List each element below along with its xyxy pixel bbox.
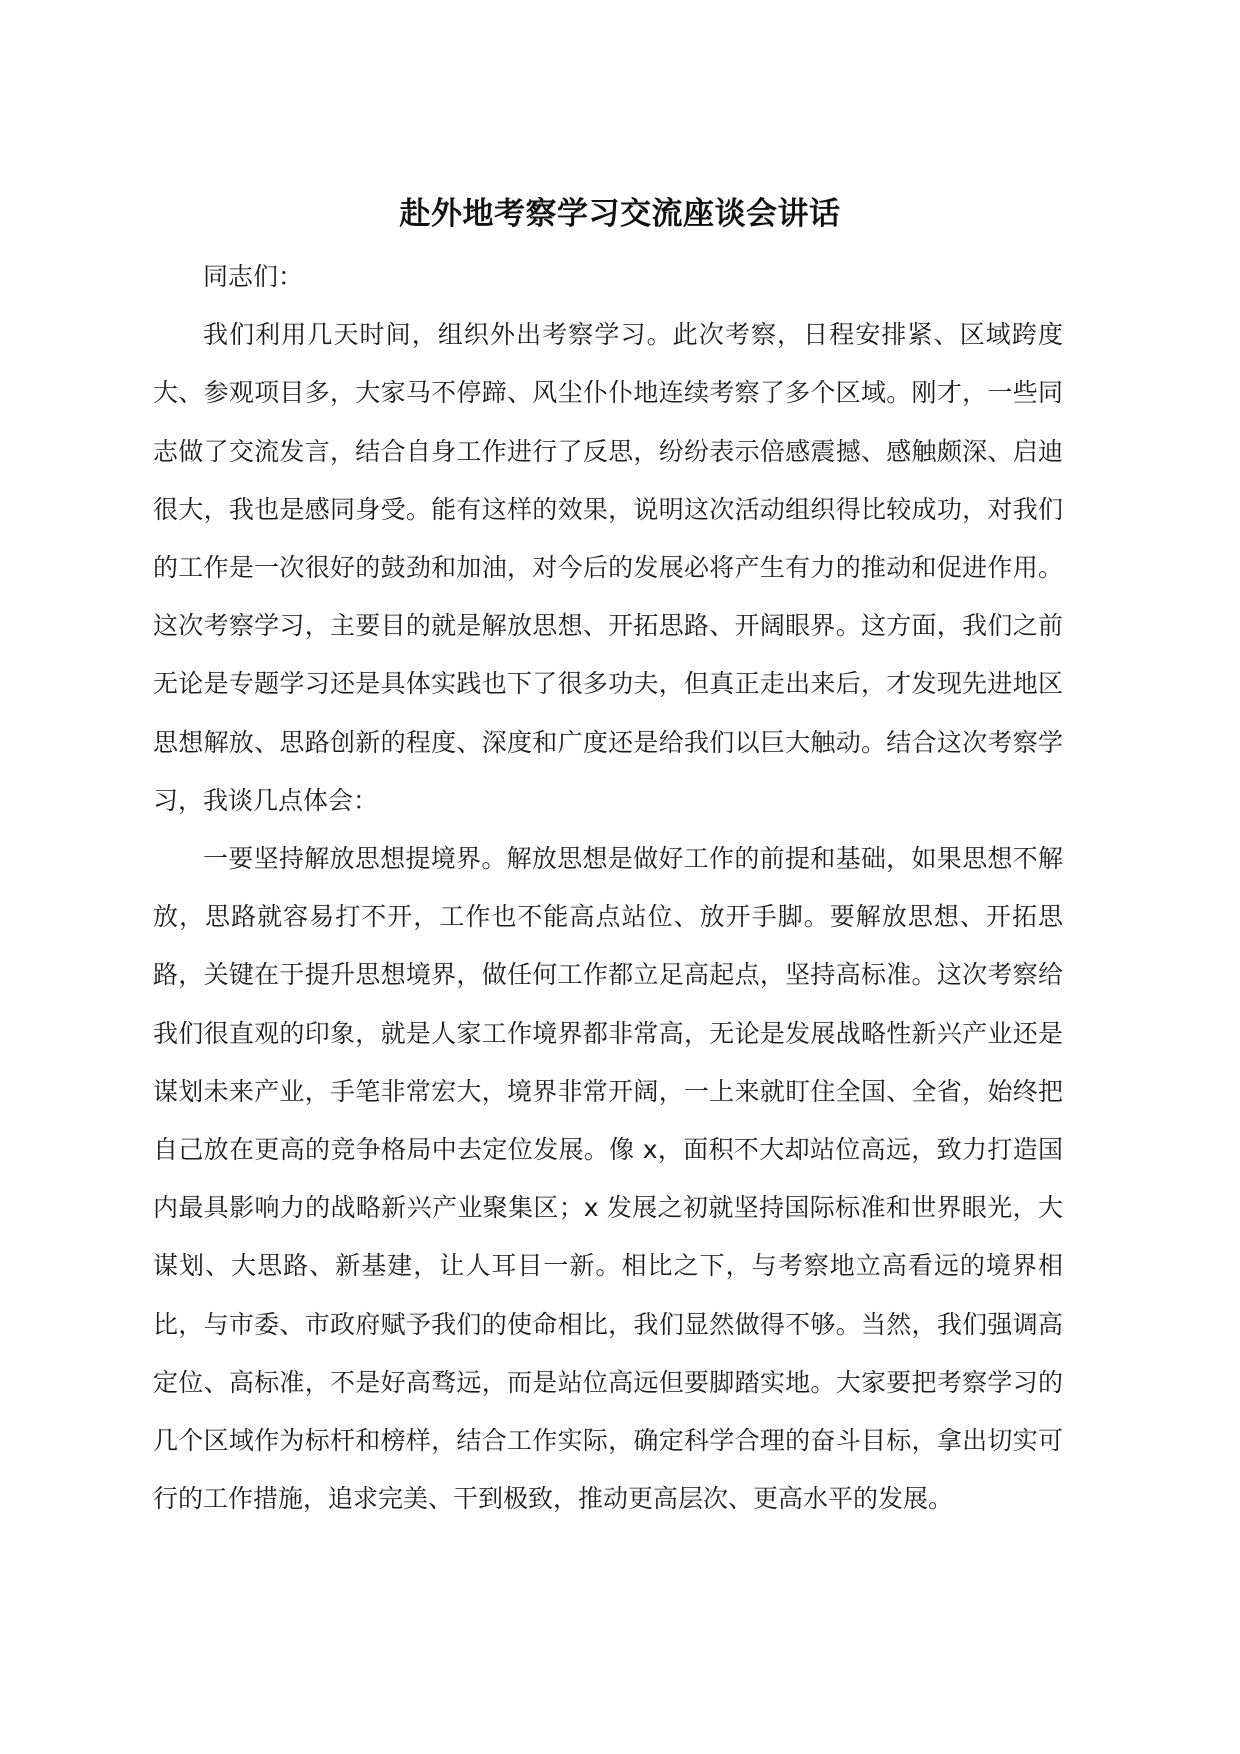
document-body [153,248,1063,1528]
point-one-paragraph: 一要坚持解放思想提境界。解放思想是做好工作的前提和基础，如果思想不解放，思路就容易打不开，工作也不能高点站位、放开手脚。要解放思想、开拓思路，关键在于提升思想境界，做任何工作都立足高起点，坚持高标准。这次考察给我们很直观的印象，就是人家工作境界都非常高，无论是发展战略性新兴产业还是谋划未来产业，手笔非常宏大，境界非常开阔，一上来就盯住全国、全省，始终把自己放在更高的竞争格局中去定位发展。像 x，面积不大却站位高远，致力打造国内最具影响力的战略新兴产业聚集区；x 发展之初就坚持国际标准和世界眼光，大谋划、大思路、新基建，让人耳目一新。相比之下，与考察地立高看远的境界相比，与市委、市政府赋予我们的使命相比，我们显然做得不够。当然，我们强调高定位、高标准，不是好高骛远，而是站位高远但要脚踏实地。大家要把考察学习的几个区域作为标杆和榜样，结合工作实际，确定科学合理的奋斗目标，拿出切实可行的工作措施，追求完美、干到极致，推动更高层次、更高水平的发展。 [153,844,1063,1514]
salutation-paragraph: 同志们： [203,262,304,291]
intro-paragraph: 我们利用几天时间，组织外出考察学习。此次考察，日程安排紧、区域跨度大、参观项目多，大家马不停蹄、风尘仆仆地连续考察了多个区域。刚才，一些同志做了交流发言，结合自身工作进行了反思，纷纷表示倍感震撼、感触颇深、启迪很大，我也是感同身受。能有这样的效果，说明这次活动组织得比较成功，对我们的工作是一次很好的鼓劲和加油，对今后的发展必将产生有力的推动和促进作用。这次考察学习，主要目的就是解放思想、开拓思路、开阔眼界。这方面，我们之前无论是专题学习还是具体实践也下了很多功夫，但真正走出来后，才发现先进地区思想解放、思路创新的程度、深度和广度还是给我们以巨大触动。结合这次考察学习，我谈几点体会： [153,320,1063,815]
document-title: 赴外地考察学习交流座谈会讲话 [399,196,841,232]
